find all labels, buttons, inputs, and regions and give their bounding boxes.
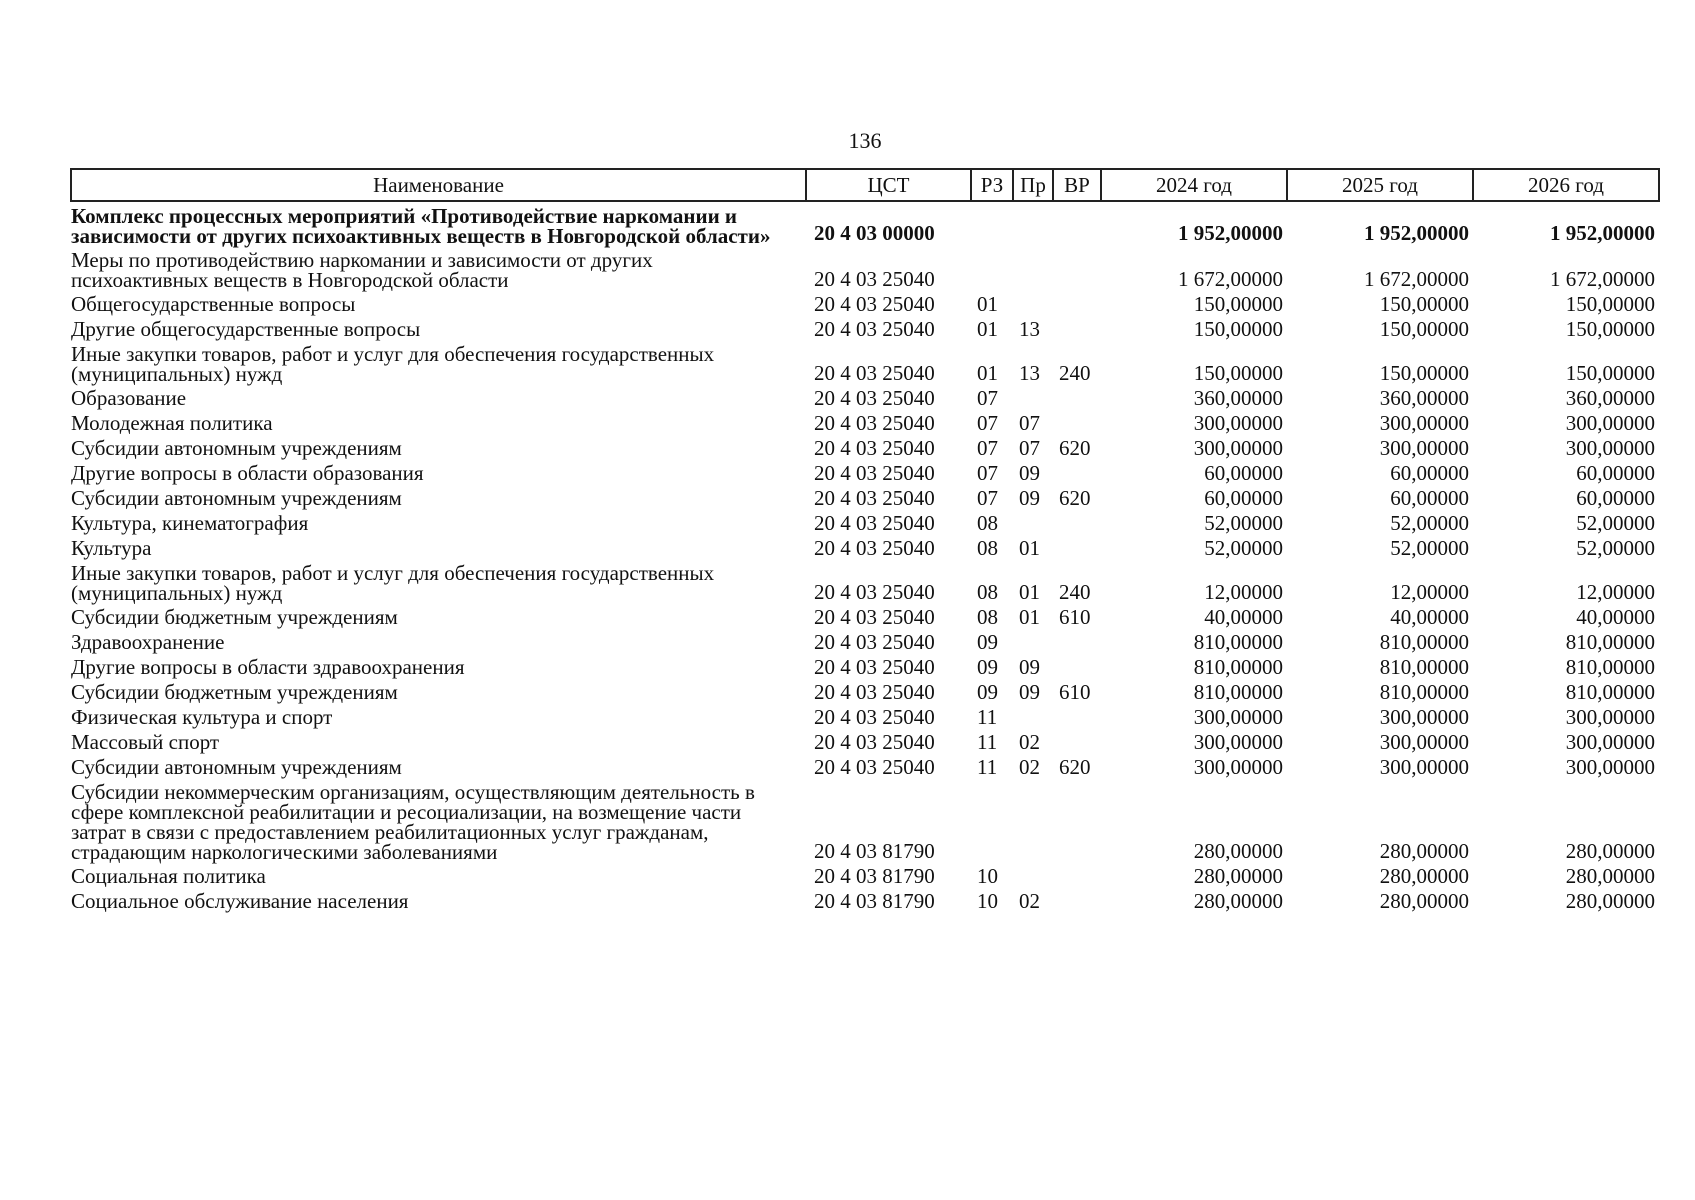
cell-vr xyxy=(1053,315,1101,340)
cell-2026: 1 952,00000 xyxy=(1550,221,1655,245)
cell-2024: 300,00000 xyxy=(1193,730,1283,754)
cell-rz: 01 xyxy=(977,361,998,385)
table-row xyxy=(71,559,1659,603)
cell-rz: 09 xyxy=(977,630,998,654)
cell-2026: 52,00000 xyxy=(1576,536,1655,560)
cell-rz: 09 xyxy=(977,680,998,704)
cell-vr: 240 xyxy=(1059,580,1091,604)
table-row xyxy=(71,384,1659,409)
cell-cst: 20 4 03 25040 xyxy=(814,267,935,291)
cell-vr xyxy=(1053,628,1101,653)
cell-vr xyxy=(1053,728,1101,753)
cell-2025: 300,00000 xyxy=(1379,705,1469,729)
cell-2024: 300,00000 xyxy=(1193,705,1283,729)
cell-2026: 40,00000 xyxy=(1576,605,1655,629)
cell-2024: 300,00000 xyxy=(1193,436,1283,460)
cell-2024: 360,00000 xyxy=(1193,386,1283,410)
header-2026: 2026 год xyxy=(1473,169,1659,201)
header-name: Наименование xyxy=(71,169,806,201)
cell-2025: 1 672,00000 xyxy=(1364,267,1469,291)
cell-rz: 10 xyxy=(977,864,998,888)
table-header-row xyxy=(71,169,1659,201)
cell-pr xyxy=(1013,384,1053,409)
cell-2026: 360,00000 xyxy=(1565,386,1655,410)
cell-rz: 08 xyxy=(977,580,998,604)
cell-2026: 280,00000 xyxy=(1565,889,1655,913)
cell-2026: 60,00000 xyxy=(1576,461,1655,485)
cell-2025: 300,00000 xyxy=(1379,755,1469,779)
cell-2026: 280,00000 xyxy=(1565,864,1655,888)
cell-pr xyxy=(1013,628,1053,653)
cell-2025: 40,00000 xyxy=(1390,605,1469,629)
cell-vr xyxy=(1053,703,1101,728)
cell-pr: 09 xyxy=(1019,461,1040,485)
cell-2025: 810,00000 xyxy=(1379,655,1469,679)
budget-table xyxy=(70,168,1660,912)
cell-pr: 13 xyxy=(1019,361,1040,385)
header-rz: РЗ xyxy=(971,169,1013,201)
cell-cst: 20 4 03 25040 xyxy=(814,630,935,654)
cell-name: Образование xyxy=(71,386,187,410)
cell-name: Молодежная политика xyxy=(71,411,273,435)
cell-2025: 300,00000 xyxy=(1379,436,1469,460)
cell-pr: 02 xyxy=(1019,755,1040,779)
cell-pr: 02 xyxy=(1019,730,1040,754)
cell-2024: 280,00000 xyxy=(1193,889,1283,913)
cell-2025: 60,00000 xyxy=(1390,486,1469,510)
cell-cst: 20 4 03 81790 xyxy=(814,839,935,863)
cell-rz xyxy=(971,201,1013,246)
cell-vr: 610 xyxy=(1059,680,1091,704)
cell-pr xyxy=(1013,201,1053,246)
cell-2024: 810,00000 xyxy=(1193,655,1283,679)
cell-2024: 300,00000 xyxy=(1193,411,1283,435)
table-row xyxy=(71,459,1659,484)
cell-name: Другие вопросы в области образования xyxy=(71,461,424,485)
cell-name: Физическая культура и спорт xyxy=(71,705,333,729)
cell-name: Социальная политика xyxy=(71,864,266,888)
page-number: 136 xyxy=(848,128,882,153)
cell-cst: 20 4 03 81790 xyxy=(814,889,935,913)
cell-rz: 11 xyxy=(977,755,998,779)
cell-rz: 10 xyxy=(977,889,998,913)
cell-rz: 07 xyxy=(977,411,998,435)
table-row xyxy=(71,603,1659,628)
cell-2024: 60,00000 xyxy=(1204,461,1283,485)
cell-cst: 20 4 03 25040 xyxy=(814,317,935,341)
table-row xyxy=(71,340,1659,384)
cell-vr xyxy=(1053,384,1101,409)
cell-pr: 09 xyxy=(1019,655,1040,679)
table-row xyxy=(71,703,1659,728)
cell-name: Субсидии бюджетным учреждениям xyxy=(71,605,398,629)
cell-2026: 300,00000 xyxy=(1565,730,1655,754)
cell-2024: 280,00000 xyxy=(1193,839,1283,863)
cell-2026: 150,00000 xyxy=(1565,317,1655,341)
cell-pr xyxy=(1013,862,1053,887)
cell-pr: 07 xyxy=(1019,411,1040,435)
cell-2024: 150,00000 xyxy=(1193,361,1283,385)
cell-2026: 810,00000 xyxy=(1565,630,1655,654)
cell-2026: 52,00000 xyxy=(1576,511,1655,535)
cell-name: Иные закупки товаров, работ и услуг для обеспечения государственных (муниципальных) нужд xyxy=(71,342,715,386)
table-row xyxy=(71,678,1659,703)
cell-cst: 20 4 03 25040 xyxy=(814,680,935,704)
cell-2025: 52,00000 xyxy=(1390,511,1469,535)
cell-vr xyxy=(1053,201,1101,246)
cell-pr: 01 xyxy=(1019,580,1040,604)
header-2024: 2024 год xyxy=(1101,169,1287,201)
cell-2024: 150,00000 xyxy=(1193,317,1283,341)
table-row xyxy=(71,887,1659,912)
cell-name: Культура, кинематография xyxy=(71,511,309,535)
cell-2026: 300,00000 xyxy=(1565,411,1655,435)
cell-2024: 300,00000 xyxy=(1193,755,1283,779)
cell-2024: 810,00000 xyxy=(1193,630,1283,654)
header-vr: ВР xyxy=(1053,169,1101,201)
cell-pr: 01 xyxy=(1019,605,1040,629)
cell-2024: 60,00000 xyxy=(1204,486,1283,510)
cell-vr xyxy=(1053,459,1101,484)
cell-name: Иные закупки товаров, работ и услуг для обеспечения государственных (муниципальных) нужд xyxy=(71,561,715,605)
cell-2025: 150,00000 xyxy=(1379,361,1469,385)
cell-2025: 810,00000 xyxy=(1379,680,1469,704)
cell-cst: 20 4 03 25040 xyxy=(814,411,935,435)
table-row xyxy=(71,409,1659,434)
cell-2025: 60,00000 xyxy=(1390,461,1469,485)
cell-2026: 150,00000 xyxy=(1565,292,1655,316)
cell-vr xyxy=(1053,887,1101,912)
cell-vr: 620 xyxy=(1059,486,1091,510)
cell-cst: 20 4 03 00000 xyxy=(814,221,935,245)
cell-2024: 12,00000 xyxy=(1204,580,1283,604)
cell-name: Другие вопросы в области здравоохранения xyxy=(71,655,465,679)
cell-rz: 01 xyxy=(977,317,998,341)
cell-2024: 52,00000 xyxy=(1204,511,1283,535)
cell-name: Другие общегосударственные вопросы xyxy=(71,317,421,341)
cell-name: Субсидии автономным учреждениям xyxy=(71,486,402,510)
cell-2024: 280,00000 xyxy=(1193,864,1283,888)
cell-cst: 20 4 03 25040 xyxy=(814,486,935,510)
cell-name: Здравоохранение xyxy=(71,630,225,654)
cell-vr xyxy=(1053,290,1101,315)
table-row xyxy=(71,628,1659,653)
cell-name: Социальное обслуживание населения xyxy=(71,889,409,913)
table-row xyxy=(71,246,1659,290)
cell-cst: 20 4 03 25040 xyxy=(814,730,935,754)
cell-rz: 11 xyxy=(977,730,998,754)
cell-cst: 20 4 03 25040 xyxy=(814,361,935,385)
cell-rz: 07 xyxy=(977,436,998,460)
cell-pr: 09 xyxy=(1019,486,1040,510)
cell-cst: 20 4 03 25040 xyxy=(814,580,935,604)
cell-rz xyxy=(971,778,1013,862)
table-body xyxy=(71,201,1659,912)
cell-2026: 810,00000 xyxy=(1565,680,1655,704)
cell-pr: 02 xyxy=(1019,889,1040,913)
cell-cst: 20 4 03 25040 xyxy=(814,655,935,679)
cell-name: Массовый спорт xyxy=(71,730,220,754)
cell-name: Субсидии некоммерческим организациям, осуществляющим деятельность в сфере комплексной реабилитации и ресоциализации, на возмещение части затрат в связи с предоставлением реабилитационных услуг гражданам, страдающим наркологическими заболеваниями xyxy=(71,780,755,864)
header-2025: 2025 год xyxy=(1287,169,1473,201)
cell-2025: 280,00000 xyxy=(1379,864,1469,888)
cell-cst: 20 4 03 25040 xyxy=(814,755,935,779)
cell-2024: 1 952,00000 xyxy=(1178,221,1283,245)
header-pr: Пр xyxy=(1013,169,1053,201)
cell-vr xyxy=(1053,246,1101,290)
table-row xyxy=(71,862,1659,887)
cell-rz: 01 xyxy=(977,292,998,316)
cell-pr: 09 xyxy=(1019,680,1040,704)
cell-vr: 240 xyxy=(1059,361,1091,385)
cell-cst: 20 4 03 25040 xyxy=(814,605,935,629)
budget-table-container xyxy=(70,168,1660,912)
cell-name: Субсидии автономным учреждениям xyxy=(71,755,402,779)
cell-pr xyxy=(1013,290,1053,315)
cell-name: Культура xyxy=(71,536,152,560)
cell-rz: 09 xyxy=(977,655,998,679)
table-row xyxy=(71,509,1659,534)
cell-cst: 20 4 03 25040 xyxy=(814,386,935,410)
cell-2024: 52,00000 xyxy=(1204,536,1283,560)
cell-2026: 280,00000 xyxy=(1565,839,1655,863)
cell-cst: 20 4 03 25040 xyxy=(814,705,935,729)
cell-2026: 150,00000 xyxy=(1565,361,1655,385)
cell-cst: 20 4 03 25040 xyxy=(814,511,935,535)
cell-2026: 810,00000 xyxy=(1565,655,1655,679)
cell-cst: 20 4 03 25040 xyxy=(814,536,935,560)
table-row xyxy=(71,778,1659,862)
cell-2024: 1 672,00000 xyxy=(1178,267,1283,291)
cell-pr xyxy=(1013,778,1053,862)
cell-2025: 810,00000 xyxy=(1379,630,1469,654)
cell-rz: 11 xyxy=(977,705,998,729)
cell-rz: 07 xyxy=(977,486,998,510)
cell-2025: 280,00000 xyxy=(1379,889,1469,913)
cell-2025: 360,00000 xyxy=(1379,386,1469,410)
cell-cst: 20 4 03 25040 xyxy=(814,461,935,485)
cell-2026: 300,00000 xyxy=(1565,436,1655,460)
cell-vr xyxy=(1053,509,1101,534)
table-row xyxy=(71,728,1659,753)
cell-2026: 300,00000 xyxy=(1565,705,1655,729)
cell-vr xyxy=(1053,653,1101,678)
cell-2025: 300,00000 xyxy=(1379,730,1469,754)
cell-2024: 40,00000 xyxy=(1204,605,1283,629)
cell-2026: 60,00000 xyxy=(1576,486,1655,510)
cell-vr xyxy=(1053,778,1101,862)
table-row xyxy=(71,534,1659,559)
table-row xyxy=(71,290,1659,315)
cell-rz: 08 xyxy=(977,536,998,560)
cell-rz xyxy=(971,246,1013,290)
table-row xyxy=(71,315,1659,340)
cell-vr: 620 xyxy=(1059,436,1091,460)
cell-2025: 280,00000 xyxy=(1379,839,1469,863)
cell-2026: 12,00000 xyxy=(1576,580,1655,604)
table-row xyxy=(71,753,1659,778)
cell-2025: 12,00000 xyxy=(1390,580,1469,604)
cell-vr xyxy=(1053,862,1101,887)
cell-name: Комплекс процессных мероприятий «Противодействие наркомании и зависимости от других психоактивных веществ в Новгородской области» xyxy=(71,204,771,248)
table-row xyxy=(71,484,1659,509)
table-row xyxy=(71,201,1659,246)
cell-2024: 810,00000 xyxy=(1193,680,1283,704)
cell-rz: 08 xyxy=(977,605,998,629)
cell-name: Меры по противодействию наркомании и зависимости от других психоактивных веществ в Новгородской области xyxy=(71,248,653,292)
cell-cst: 20 4 03 25040 xyxy=(814,292,935,316)
cell-name: Субсидии бюджетным учреждениям xyxy=(71,680,398,704)
table-row xyxy=(71,434,1659,459)
cell-vr xyxy=(1053,409,1101,434)
cell-2025: 52,00000 xyxy=(1390,536,1469,560)
cell-rz: 08 xyxy=(977,511,998,535)
cell-cst: 20 4 03 25040 xyxy=(814,436,935,460)
cell-pr xyxy=(1013,509,1053,534)
cell-vr xyxy=(1053,534,1101,559)
header-cst: ЦСТ xyxy=(806,169,971,201)
cell-rz: 07 xyxy=(977,386,998,410)
cell-2025: 150,00000 xyxy=(1379,317,1469,341)
cell-vr: 620 xyxy=(1059,755,1091,779)
cell-vr: 610 xyxy=(1059,605,1091,629)
cell-2026: 300,00000 xyxy=(1565,755,1655,779)
cell-2025: 150,00000 xyxy=(1379,292,1469,316)
cell-rz: 07 xyxy=(977,461,998,485)
cell-cst: 20 4 03 81790 xyxy=(814,864,935,888)
cell-pr xyxy=(1013,703,1053,728)
cell-2025: 300,00000 xyxy=(1379,411,1469,435)
cell-2026: 1 672,00000 xyxy=(1550,267,1655,291)
cell-pr xyxy=(1013,246,1053,290)
cell-pr: 13 xyxy=(1019,317,1040,341)
table-row xyxy=(71,653,1659,678)
cell-name: Субсидии автономным учреждениям xyxy=(71,436,402,460)
cell-pr: 01 xyxy=(1019,536,1040,560)
cell-pr: 07 xyxy=(1019,436,1040,460)
cell-2025: 1 952,00000 xyxy=(1364,221,1469,245)
cell-2024: 150,00000 xyxy=(1193,292,1283,316)
cell-name: Общегосударственные вопросы xyxy=(71,292,356,316)
